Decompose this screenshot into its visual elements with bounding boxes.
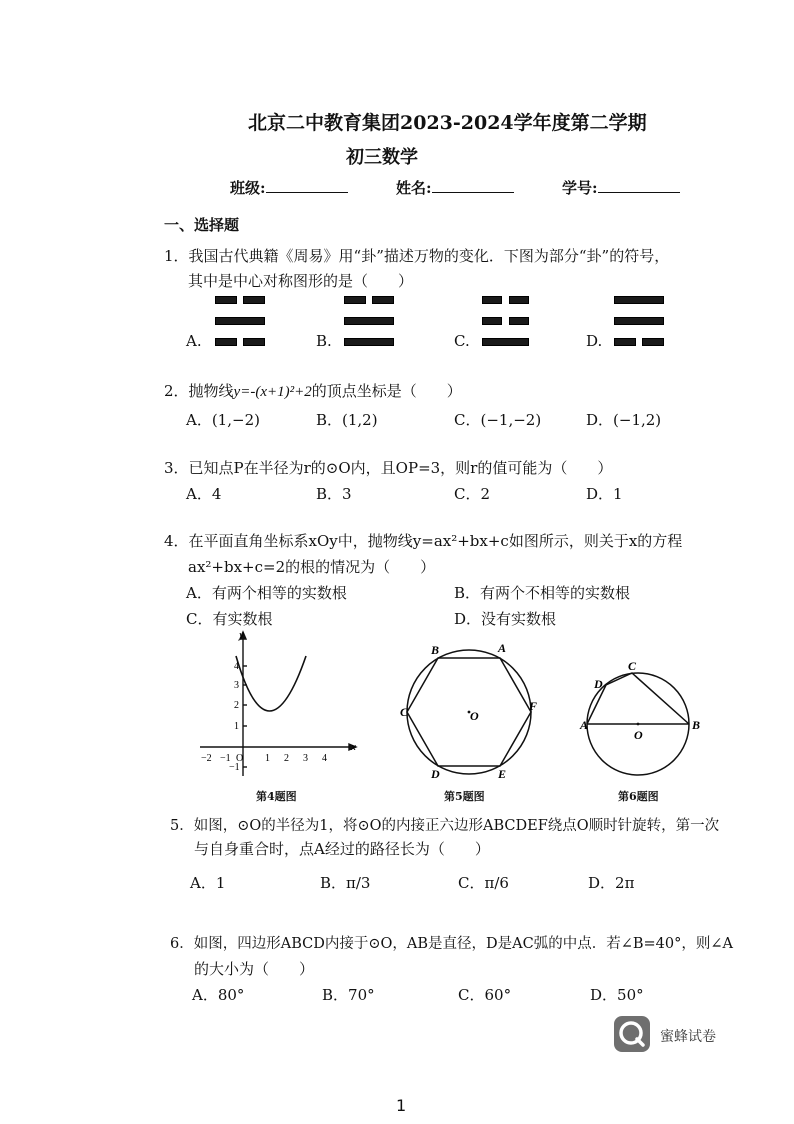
figure-4-x-tick: −2 [201, 753, 212, 764]
figure-6-caption: 第6题图 [618, 790, 659, 803]
q2-option-b: B．(1,2) [316, 411, 378, 429]
student-id-label: 学号: [562, 179, 598, 197]
figure-6-label-c: C [628, 659, 637, 673]
q6-line1: 6．如图，四边形ABCD内接于⊙O，AB是直径，D是AC弧的中点．若∠B=40°，则∠A [170, 936, 733, 952]
section-heading: 一、选择题 [164, 216, 240, 234]
q4-option-d: D．没有实数根 [454, 610, 557, 628]
q4-option-c: C．有实数根 [186, 610, 273, 628]
figure-4-y-tick: 2 [234, 700, 239, 711]
q2-stem [164, 380, 462, 401]
q1-option-c-label: C. [454, 332, 470, 350]
name-label: 姓名: [396, 179, 432, 197]
exam-subtitle: 初三数学 [346, 147, 418, 168]
figure-5-label-b: B [431, 643, 440, 657]
figure-4-y-tick: −1 [229, 762, 240, 773]
figure-5-label-a: A [498, 641, 507, 655]
q2-formula: y=-(x+1)²+2 [233, 384, 312, 400]
q2-option-c: C．(−1,−2) [454, 411, 542, 429]
figure-5-label-d: D [431, 767, 440, 781]
class-label: 班级: [230, 179, 266, 197]
student-id-field [562, 177, 680, 198]
q6-line2: 的大小为（ ） [194, 960, 315, 978]
figure-4-x-tick: O [236, 753, 244, 764]
q3-option-c: C．2 [454, 485, 491, 503]
q4-option-a: A．有两个相等的实数根 [186, 584, 347, 602]
q3-option-b: B．3 [316, 485, 352, 503]
figure-4-y-tick: 4 [234, 661, 239, 672]
q3-option-d: D．1 [586, 485, 623, 503]
exam-title: 北京二中教育集团2023-2024学年度第二学期 [248, 112, 647, 134]
q3-option-a: A．4 [186, 485, 222, 503]
figure-5-hexagon [398, 638, 548, 784]
figure-5-label-f: F [529, 699, 538, 713]
q4-option-b: B．有两个不相等的实数根 [454, 584, 631, 602]
figure-4-x-tick: 3 [303, 753, 308, 764]
q5-option-d: D．2π [588, 874, 635, 892]
q1-option-d-label: D. [586, 332, 603, 350]
name-field [396, 177, 514, 198]
figure-4-x-tick: −1 [220, 753, 231, 764]
q2-option-a: A．(1,−2) [186, 411, 260, 429]
q5-line1: 5．如图，⊙O的半径为1，将⊙O的内接正六边形ABCDEF绕点O顺时针旋转，第一次 [170, 818, 720, 834]
figure-4-x-tick: 2 [284, 753, 289, 764]
q6-option-c: C．60° [458, 986, 512, 1004]
figure-5-label-o: O [470, 709, 479, 723]
figure-6-label-o: O [634, 728, 643, 742]
figure-6-label-a: A [580, 718, 589, 732]
figure-5-caption: 第5题图 [444, 790, 485, 803]
q1-line1: 1．我国古代典籍《周易》用“卦”描述万物的变化．下图为部分“卦”的符号， [164, 247, 670, 265]
figure-6-label-b: B [692, 718, 701, 732]
page-number: 1 [396, 1096, 407, 1115]
name-blank [432, 178, 514, 193]
q2-stem-pre: 2．抛物线 [164, 382, 234, 400]
figure-4-x-tick: 4 [322, 753, 327, 764]
student-id-blank [598, 178, 680, 193]
figure-5-label-c: C [400, 705, 409, 719]
q1-line2: 其中是中心对称图形的是（ ） [188, 272, 414, 290]
q1-option-a-label: A. [186, 332, 202, 350]
watermark-logo-icon [614, 1016, 650, 1052]
figure-6-label-d: D [594, 677, 603, 691]
q4-line1: 4．在平面直角坐标系xOy中，抛物线y=ax²+bx+c如图所示，则关于x的方程 [164, 532, 683, 550]
watermark-text: 蜜蜂试卷 [660, 1029, 716, 1045]
class-field [230, 177, 348, 198]
q6-option-a: A．80° [192, 986, 245, 1004]
q5-option-a: A．1 [190, 874, 226, 892]
figure-6-circle [578, 658, 708, 786]
q6-option-d: D．50° [590, 986, 644, 1004]
q6-option-b: B．70° [322, 986, 375, 1004]
q5-option-b: B．π/3 [320, 874, 371, 892]
figure-5-label-e: E [498, 767, 507, 781]
figure-4-caption: 第4题图 [256, 790, 297, 803]
q2-stem-post: 的顶点坐标是（ ） [311, 382, 462, 400]
q3-stem: 3．已知点P在半径为r的⊙O内，且OP=3，则r的值可能为（ ） [164, 459, 613, 477]
q5-option-c: C．π/6 [458, 874, 509, 892]
figure-4-y-tick: 3 [234, 680, 239, 691]
figure-4-x-label: x [351, 741, 356, 753]
q2-option-d: D．(−1,2) [586, 411, 662, 429]
q4-line2: ax²+bx+c=2的根的情况为（ ） [188, 558, 436, 576]
q5-line2: 与自身重合时，点A经过的路径长为（ ） [194, 840, 490, 858]
figure-4-y-label: y [239, 629, 244, 641]
figure-4-graph [196, 626, 366, 786]
figure-4-x-tick: 1 [265, 753, 270, 764]
class-blank [266, 178, 348, 193]
q1-option-b-label: B. [316, 332, 332, 350]
figure-4-y-tick: 1 [234, 721, 239, 732]
